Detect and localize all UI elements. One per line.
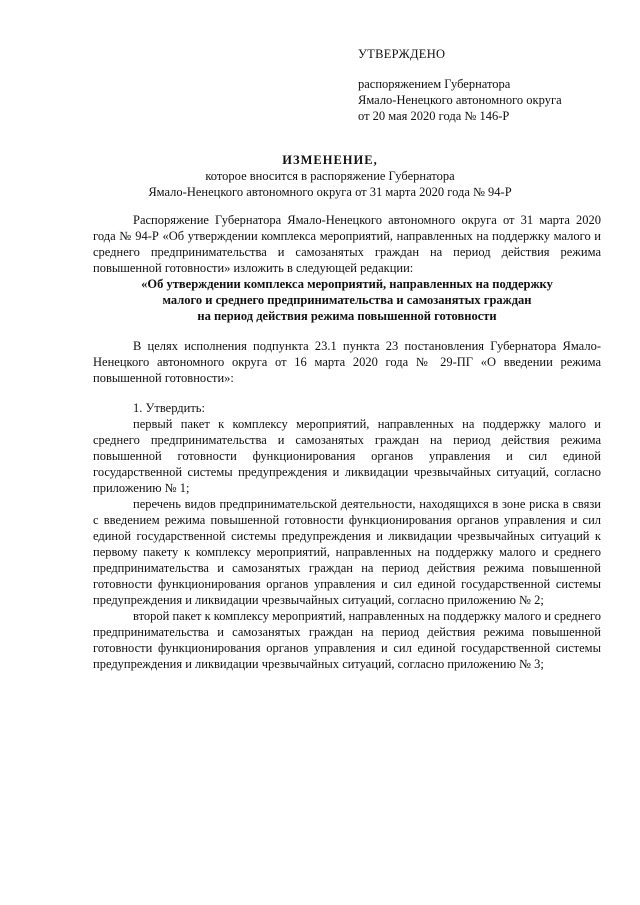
new-title-line: на период действия режима повышенной готовности — [197, 309, 497, 323]
document-body — [93, 212, 601, 672]
approval-line: распоряжением Губернатора — [358, 77, 511, 91]
list-paragraph: первый пакет к комплексу мероприятий, направленных на поддержку малого и среднего предпринимательства и самозанятых граждан на период действия режима повышенной готовности функционирования органов управления и сил единой государственной системы предупреждения и ликвидации чрезвычайных ситуаций, согласно приложению № 1; — [93, 417, 601, 495]
title-subtitle: которое вносится в распоряжение Губернатора — [205, 169, 455, 183]
approval-line: Ямало-Ненецкого автономного округа — [358, 93, 562, 107]
approval-block — [358, 46, 562, 124]
approval-heading: УТВЕРЖДЕНО — [358, 47, 446, 61]
intro-paragraph: Распоряжение Губернатора Ямало-Ненецкого автономного округа от 31 марта 2020 года № 94-Р «Об утверждении комплекса мероприятий, направленных на поддержку малого и среднего предпринимательства и самозанятых граждан на период действия режима повышенной готовности» изложить в следующей редакции: — [93, 213, 601, 275]
new-title-line: «Об утверждении комплекса мероприятий, направленных на поддержку — [141, 277, 553, 291]
list-paragraph: перечень видов предпринимательской деятельности, находящихся в зоне риска в связи с введением режима повышенной готовности функционирования органов управления и сил единой государственной системы предупреждения и ликвидации чрезвычайных ситуаций к первому пакету к комплексу мероприятий, направленных на поддержку малого и среднего предпринимательства и самозанятых граждан на период действия режима повышенной готовности функционирования органов управления и сил единой государственной системы предупреждения и ликвидации чрезвычайных ситуаций, согласно приложению № 2; — [93, 497, 601, 607]
item-heading: 1. Утвердить: — [133, 401, 205, 415]
document-title — [60, 152, 600, 200]
new-title-line: малого и среднего предпринимательства и самозанятых граждан — [162, 293, 532, 307]
purpose-paragraph: В целях исполнения подпункта 23.1 пункта 23 постановления Губернатора Ямало-Ненецкого автономного округа от 16 марта 2020 года № 29-ПГ «О введении режима повышенной готовности»: — [93, 339, 601, 385]
list-paragraph: второй пакет к комплексу мероприятий, направленных на поддержку малого и среднего предпринимательства и самозанятых граждан на период действия режима повышенной готовности функционирования органов управления и сил единой государственной системы предупреждения и ликвидации чрезвычайных ситуаций, согласно приложению № 3; — [93, 609, 601, 671]
approval-line: от 20 мая 2020 года № 146-Р — [358, 109, 510, 123]
title-main: ИЗМЕНЕНИЕ, — [282, 153, 378, 167]
title-subtitle: Ямало-Ненецкого автономного округа от 31 марта 2020 года № 94-Р — [148, 185, 512, 199]
